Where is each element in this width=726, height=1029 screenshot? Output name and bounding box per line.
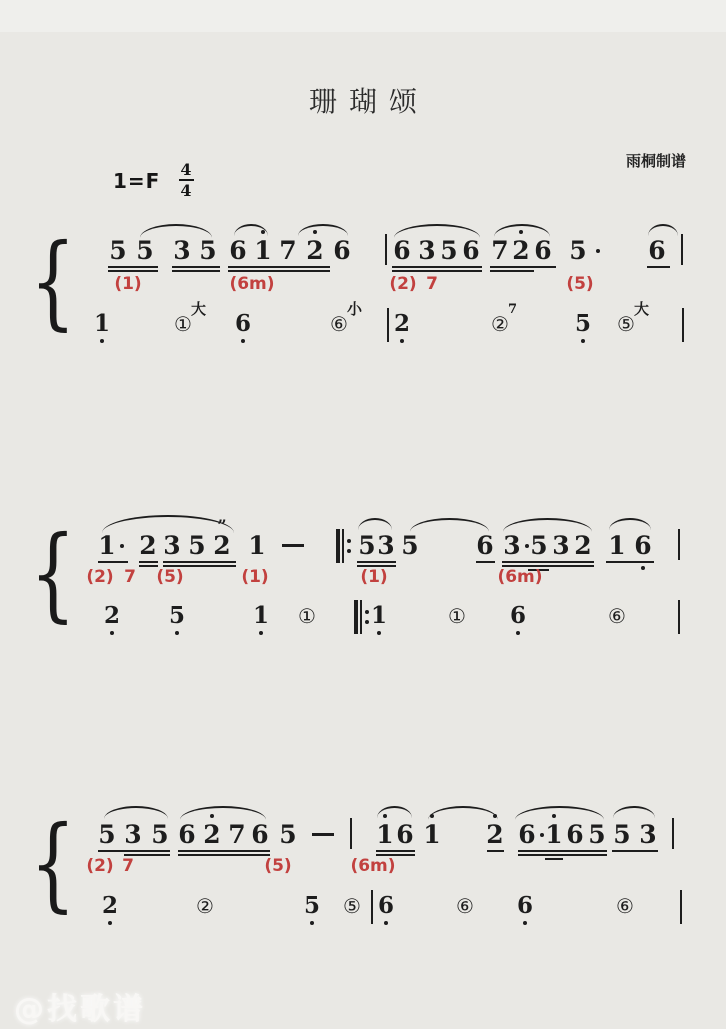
barline <box>672 818 674 849</box>
key-signature: 1=F <box>113 169 161 193</box>
bass-chord-numeral: ① <box>448 604 466 628</box>
slur <box>428 806 498 820</box>
beam-line <box>178 854 270 856</box>
chord-label: (2) <box>389 274 417 294</box>
beam-line <box>228 266 330 268</box>
page-top-margin <box>0 0 726 32</box>
bass-note: 2 <box>393 310 411 337</box>
melody-note: 5 <box>109 236 127 265</box>
bass-note: 6 <box>509 602 527 629</box>
chord-label: (5) <box>264 856 292 876</box>
repeat-sign-thick-bar <box>354 600 358 634</box>
augmentation-dot <box>120 544 124 548</box>
beam-line <box>647 266 670 268</box>
bass-note: 2 <box>103 602 121 629</box>
slur <box>358 518 392 530</box>
bass-chord-numeral: ⑥ <box>330 312 348 336</box>
melody-note: 5 <box>588 820 606 849</box>
beam-line <box>172 266 220 268</box>
melody-note: 2 <box>486 820 504 849</box>
repeat-sign-thin-bar <box>360 600 362 634</box>
melody-note: 6 <box>518 820 536 849</box>
melody-note: 6 <box>462 236 480 265</box>
bass-chord-quality-label: 大 <box>634 300 650 318</box>
melody-note: 5 <box>530 531 548 560</box>
melody-note: 6 <box>648 236 666 265</box>
octave-dot-below <box>641 566 645 570</box>
octave-dot-below <box>259 631 263 635</box>
melody-note: 1 <box>423 820 441 849</box>
melody-note: 6 <box>229 236 247 265</box>
bass-chord-numeral: ⑤ <box>617 312 635 336</box>
octave-dot-above <box>383 814 387 818</box>
bass-chord-quality-label: 大 <box>191 300 207 318</box>
beam-line <box>518 854 607 856</box>
barline <box>678 529 680 560</box>
chord-label: (1) <box>241 567 269 587</box>
slur <box>613 806 655 818</box>
octave-dot-above <box>261 230 265 234</box>
melody-note: 5 <box>98 820 116 849</box>
bass-chord-numeral: ⑥ <box>608 604 626 628</box>
chord-label: (2) <box>86 567 114 587</box>
melody-note: 7 <box>491 236 509 265</box>
slur <box>410 518 489 532</box>
beam-line <box>545 858 563 860</box>
beam-line <box>476 561 495 563</box>
time-signature-numerator: 4 <box>180 160 192 179</box>
bass-note: 1 <box>252 602 270 629</box>
watermark: @找歌谱 <box>14 992 146 1027</box>
barline <box>387 308 389 342</box>
chord-label: (5) <box>156 567 184 587</box>
melody-note: 3 <box>503 531 521 560</box>
melody-note: 2 <box>203 820 221 849</box>
repeat-sign-dot <box>347 539 351 543</box>
octave-dot-below <box>108 921 112 925</box>
time-signature <box>176 161 196 199</box>
beam-line <box>502 561 594 563</box>
octave-dot-below <box>523 921 527 925</box>
melody-note: 5 <box>358 531 376 560</box>
melody-note: 1 <box>248 531 266 560</box>
melody-note: 5 <box>199 236 217 265</box>
octave-dot-above <box>552 814 556 818</box>
beam-line <box>392 266 482 268</box>
bass-chord-numeral: ① <box>174 312 192 336</box>
repeat-sign-thin-bar <box>342 529 344 563</box>
octave-dot-below <box>100 339 104 343</box>
melody-note: 6 <box>534 236 552 265</box>
beam-line <box>178 850 270 852</box>
beam-line <box>518 850 607 852</box>
melody-note: 3 <box>552 531 570 560</box>
melody-note: 6 <box>393 236 411 265</box>
bass-note: 5 <box>303 892 321 919</box>
repeat-sign-thick-bar <box>336 529 340 563</box>
bass-chord-numeral: ① <box>298 604 316 628</box>
slur <box>503 518 592 532</box>
bass-note: 6 <box>234 310 252 337</box>
beam-line <box>98 561 128 563</box>
melody-note: 3 <box>639 820 657 849</box>
melody-note: 1 <box>608 531 626 560</box>
sustain-dash <box>312 833 334 836</box>
barline <box>385 234 387 265</box>
beam-line <box>612 850 658 852</box>
octave-dot-above <box>430 814 434 818</box>
chord-label: 7 <box>122 856 134 876</box>
octave-dot-above <box>493 814 497 818</box>
beam-line <box>490 270 534 272</box>
octave-dot-above <box>519 230 523 234</box>
time-signature-denominator: 4 <box>180 181 192 200</box>
octave-dot-above <box>210 814 214 818</box>
slur <box>180 806 266 820</box>
octave-dot-below <box>175 631 179 635</box>
bass-chord-numeral: ⑥ <box>616 894 634 918</box>
melody-note: 2 <box>213 531 231 560</box>
melody-note: 6 <box>396 820 414 849</box>
augmentation-dot <box>596 249 600 253</box>
melody-note: 3 <box>163 531 181 560</box>
melody-note: 2 <box>139 531 157 560</box>
melody-note: 5 <box>440 236 458 265</box>
system-brace: { <box>30 222 76 342</box>
barline <box>681 234 683 265</box>
barline <box>371 890 373 924</box>
slur <box>648 224 678 236</box>
melody-note: 5 <box>151 820 169 849</box>
beam-line <box>139 561 158 563</box>
octave-dot-above <box>313 230 317 234</box>
beam-line <box>139 565 158 567</box>
melody-note: 2 <box>574 531 592 560</box>
beam-line <box>487 850 504 852</box>
bass-note: 2 <box>101 892 119 919</box>
beam-line <box>376 850 415 852</box>
melody-note: 7 <box>279 236 297 265</box>
bass-chord-quality-label: 7 <box>508 302 518 317</box>
bass-chord-numeral: ⑤ <box>343 894 361 918</box>
melody-note: 5 <box>401 531 419 560</box>
barline <box>680 890 682 924</box>
octave-dot-below <box>110 631 114 635</box>
beam-line <box>606 561 654 563</box>
chord-label: (1) <box>114 274 142 294</box>
melody-note: 6 <box>251 820 269 849</box>
bass-note: 5 <box>574 310 592 337</box>
chord-label: (6m) <box>497 567 543 587</box>
bass-chord-numeral: ② <box>196 894 214 918</box>
slur <box>609 518 651 530</box>
octave-dot-below <box>377 631 381 635</box>
chord-label: (5) <box>566 274 594 294</box>
octave-dot-below <box>241 339 245 343</box>
augmentation-dot <box>540 833 544 837</box>
melody-note: 6 <box>634 531 652 560</box>
barline <box>678 600 680 634</box>
melody-note: 5 <box>613 820 631 849</box>
beam-line <box>108 270 158 272</box>
bass-note: 6 <box>516 892 534 919</box>
melody-note: 5 <box>136 236 154 265</box>
slur <box>515 806 604 820</box>
beam-line <box>108 266 158 268</box>
beam-line <box>357 561 396 563</box>
melody-note: 6 <box>566 820 584 849</box>
slur <box>104 806 168 819</box>
melody-note: 3 <box>377 531 395 560</box>
system-brace: { <box>30 514 76 634</box>
beam-line <box>163 561 236 563</box>
bass-chord-quality-label: 小 <box>347 300 363 318</box>
octave-dot-below <box>310 921 314 925</box>
melody-note: 6 <box>333 236 351 265</box>
slur <box>298 224 348 236</box>
octave-dot-below <box>516 631 520 635</box>
melody-note: 5 <box>188 531 206 560</box>
bass-note: 5 <box>168 602 186 629</box>
melody-note: 6 <box>178 820 196 849</box>
melody-note: 1 <box>98 531 116 560</box>
arranger-credit: 雨桐制谱 <box>625 152 686 170</box>
repeat-sign-dot <box>365 610 369 614</box>
melody-note: 5 <box>569 236 587 265</box>
chord-label: 7 <box>124 567 136 587</box>
augmentation-dot <box>525 544 529 548</box>
bass-chord-numeral: ⑥ <box>456 894 474 918</box>
repeat-sign-dot <box>347 549 351 553</box>
melody-note: 1 <box>254 236 272 265</box>
barline <box>682 308 684 342</box>
sustain-dash <box>282 544 304 547</box>
bass-note: 1 <box>370 602 388 629</box>
octave-dot-below <box>581 339 585 343</box>
melody-note: 2 <box>306 236 324 265</box>
melody-note: 3 <box>418 236 436 265</box>
octave-dot-below <box>384 921 388 925</box>
beam-line <box>392 270 482 272</box>
system-brace: { <box>30 804 76 924</box>
page-title: 珊瑚颂 <box>308 85 429 118</box>
melody-note: 3 <box>124 820 142 849</box>
chord-label: (2) <box>86 856 114 876</box>
barline <box>350 818 352 849</box>
chord-label: (6m) <box>350 856 396 876</box>
melody-note: 5 <box>279 820 297 849</box>
bass-chord-numeral: ② <box>491 312 509 336</box>
mordent-ornament-icon: ” <box>217 516 227 535</box>
chord-label: (6m) <box>229 274 275 294</box>
melody-note: 7 <box>228 820 246 849</box>
beam-line <box>98 850 170 852</box>
repeat-sign-dot <box>365 620 369 624</box>
melody-note: 2 <box>512 236 530 265</box>
chord-label: 7 <box>426 274 438 294</box>
beam-line <box>228 270 330 272</box>
beam-line <box>172 270 220 272</box>
melody-note: 1 <box>376 820 394 849</box>
bass-note: 1 <box>93 310 111 337</box>
beam-line <box>490 266 556 268</box>
octave-dot-below <box>400 339 404 343</box>
melody-note: 3 <box>173 236 191 265</box>
chord-label: (1) <box>360 567 388 587</box>
melody-note: 6 <box>476 531 494 560</box>
bass-note: 6 <box>377 892 395 919</box>
melody-note: 1 <box>545 820 563 849</box>
